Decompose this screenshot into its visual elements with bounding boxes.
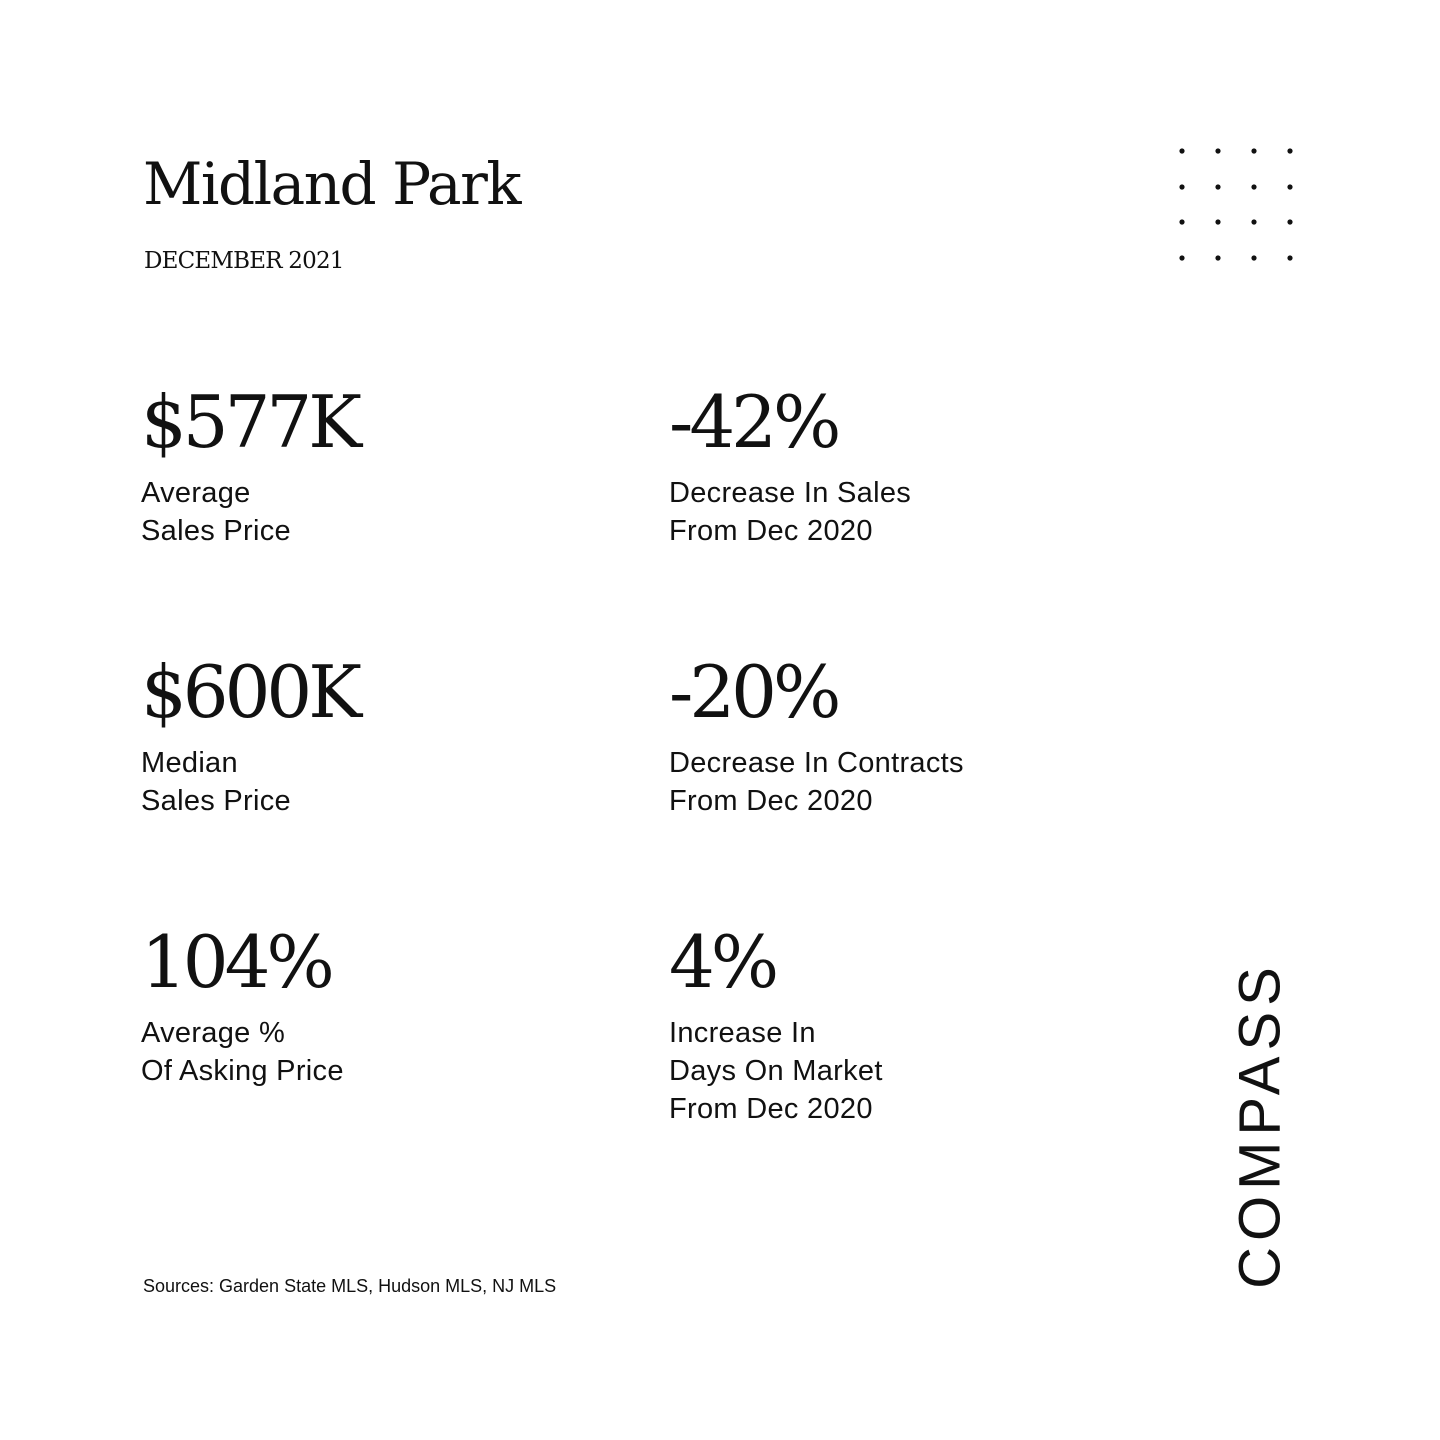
stat-label-line: Sales Price bbox=[141, 785, 291, 817]
stat-value: $600K bbox=[141, 650, 359, 734]
stat-label-line: Average bbox=[141, 477, 251, 509]
stat-label-line: Average % bbox=[141, 1017, 286, 1049]
page-title: Midland Park bbox=[143, 150, 520, 218]
stat-label bbox=[141, 1014, 611, 1090]
stat-median-sales-price bbox=[141, 650, 611, 820]
stat-label bbox=[141, 744, 611, 820]
stat-value: 4% bbox=[669, 920, 776, 1004]
stat-value: -42% bbox=[669, 380, 838, 464]
stat-days-on-market bbox=[669, 920, 1139, 1128]
compass-logo bbox=[1190, 950, 1330, 1300]
sources-note: Sources: Garden State MLS, Hudson MLS, NJ MLS bbox=[143, 1276, 557, 1296]
stat-average-asking-price bbox=[141, 920, 611, 1090]
stat-label bbox=[669, 744, 1139, 820]
stat-label-line: Median bbox=[141, 747, 238, 779]
stat-label-line: Increase In bbox=[669, 1017, 816, 1049]
stat-average-sales-price bbox=[141, 380, 611, 550]
stat-decrease-in-sales bbox=[669, 380, 1139, 550]
stat-value: 104% bbox=[141, 920, 331, 1004]
stat-decrease-in-contracts bbox=[669, 650, 1139, 820]
stat-label-line: Of Asking Price bbox=[141, 1055, 344, 1087]
stat-label-line: From Dec 2020 bbox=[669, 785, 873, 817]
stat-label-line: From Dec 2020 bbox=[669, 1093, 873, 1125]
dot-grid-icon bbox=[1172, 140, 1300, 268]
stat-label bbox=[669, 1014, 1139, 1128]
stat-label bbox=[669, 474, 1139, 550]
stat-label-line: Decrease In Sales bbox=[669, 477, 912, 509]
stat-label-line: Days On Market bbox=[669, 1055, 883, 1087]
stat-label-line: From Dec 2020 bbox=[669, 515, 873, 547]
stat-label-line: Sales Price bbox=[141, 515, 291, 547]
compass-logo-text: COMPASS bbox=[1227, 961, 1293, 1289]
stat-value: -20% bbox=[669, 650, 838, 734]
stat-value: $577K bbox=[141, 380, 359, 464]
stat-label-line: Decrease In Contracts bbox=[669, 747, 964, 779]
stat-label bbox=[141, 474, 611, 550]
report-date: DECEMBER 2021 bbox=[144, 248, 344, 274]
